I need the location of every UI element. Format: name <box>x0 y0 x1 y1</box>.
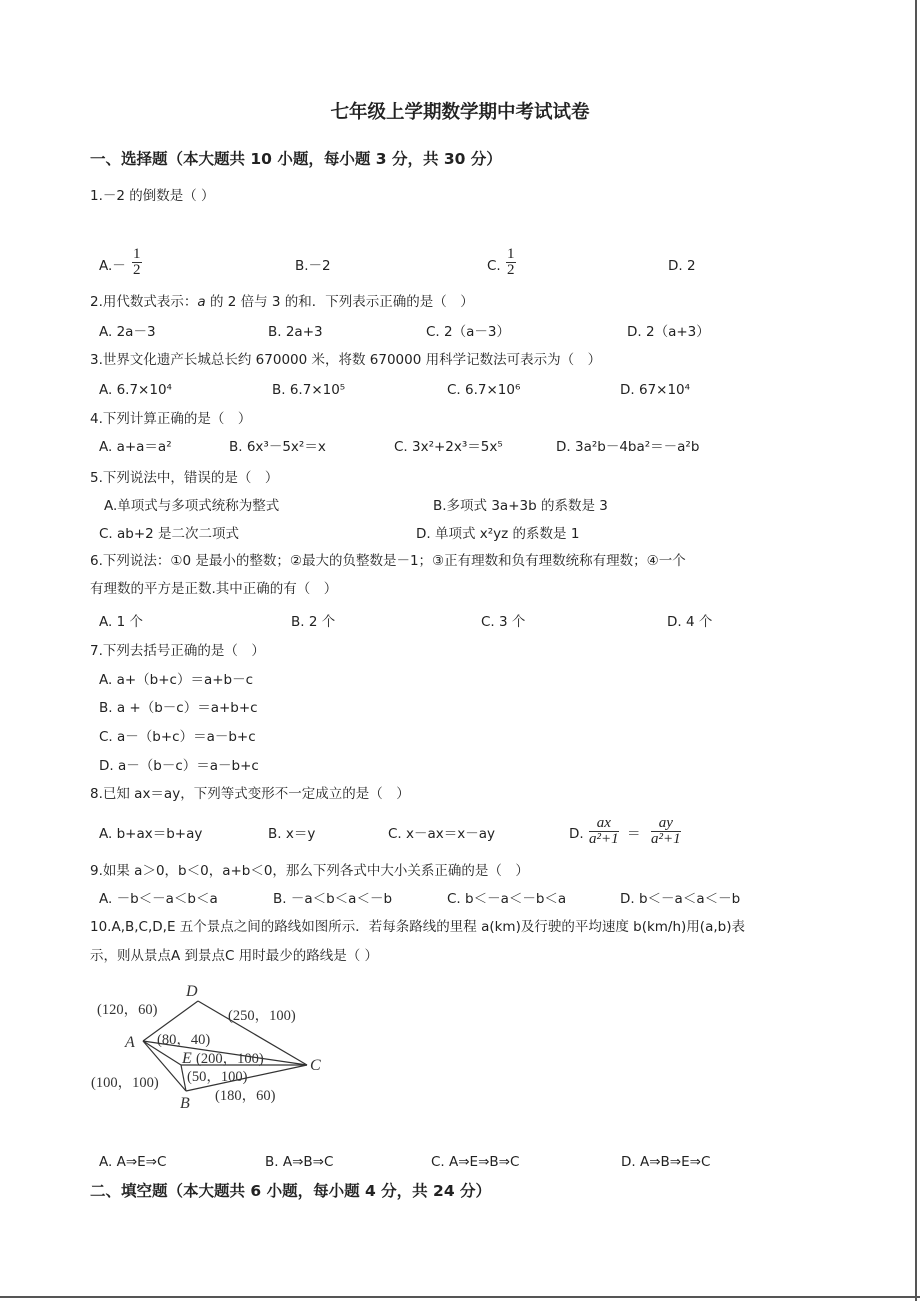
q10-option-a: A. A⇒E⇒C <box>99 1154 167 1170</box>
question-9-stem: 9.如果 a＞0，b＜0，a+b＜0，那么下列各式中大小关系正确的是（ ） <box>90 863 529 879</box>
question-10-stem-line1: 10.A,B,C,D,E 五个景点之间的路线如图所示．若每条路线的里程 a(km)及行驶的平均速度 b(km/h)用(a,b)表 <box>90 919 745 935</box>
q8-option-b: B. x＝y <box>268 826 316 842</box>
q4-option-b: B. 6x³－5x²＝x <box>229 439 326 455</box>
edge-label-ab: (100，100) <box>91 1075 159 1091</box>
node-label-d: D <box>186 983 198 1000</box>
q6-option-a: A. 1 个 <box>99 614 143 630</box>
q10-option-b: B. A⇒B⇒C <box>265 1154 334 1170</box>
route-diagram <box>85 978 345 1113</box>
q1-option-c-fraction: $\frac{1}{2}$ <box>507 246 515 278</box>
q6-option-d: D. 4 个 <box>667 614 713 630</box>
node-label-b: B <box>180 1095 190 1112</box>
question-1-stem: 1.－2 的倒数是（ ） <box>90 188 215 204</box>
edge-label-ae: (80，40) <box>157 1032 211 1048</box>
q2-option-d: D. 2（a+3） <box>627 324 710 340</box>
q1-option-a-fraction: $\frac{1}{2}$ <box>133 246 141 278</box>
q6-option-b: B. 2 个 <box>291 614 336 630</box>
q3-option-a: A. 6.7×10⁴ <box>99 382 172 398</box>
q7-option-a: A. a+（b+c）＝a+b－c <box>99 672 254 688</box>
question-8-stem: 8.已知 ax＝ay，下列等式变形不一定成立的是（ ） <box>90 786 410 802</box>
section-heading-fill-in: 二、填空题（本大题共 6 小题，每小题 4 分，共 24 分） <box>90 1182 492 1200</box>
edge-label-eb: (50，100) <box>187 1069 248 1085</box>
q1-option-b: B.－2 <box>295 258 331 274</box>
q2-option-c: C. 2（a－3） <box>426 324 510 340</box>
q9-option-c: C. b＜－a＜－b＜a <box>447 891 567 907</box>
q8-option-a: A. b+ax＝b+ay <box>99 826 203 842</box>
q3-option-d: D. 67×10⁴ <box>620 382 691 398</box>
q5-option-a: A.单项式与多项式统称为整式 <box>104 498 280 514</box>
q6-option-c: C. 3 个 <box>481 614 526 630</box>
q7-option-b: B. a +（b－c）＝a+b+c <box>99 700 258 716</box>
q3-option-c: C. 6.7×10⁶ <box>447 382 521 398</box>
q1-option-c: C. <box>487 258 501 274</box>
question-10-stem-line2: 示，则从景点A 到景点C 用时最少的路线是（ ） <box>90 948 379 964</box>
q5-option-b: B.多项式 3a+3b 的系数是 3 <box>433 498 608 514</box>
edge-label-ad: (120，60) <box>97 1002 158 1018</box>
q3-option-b: B. 6.7×10⁵ <box>272 382 346 398</box>
question-6-stem-line2: 有理数的平方是正数.其中正确的有（ ） <box>90 581 338 597</box>
node-label-e: E <box>182 1050 192 1067</box>
question-5-stem: 5.下列说法中，错误的是（ ） <box>90 470 279 486</box>
q1-option-a: A.－ <box>99 258 126 274</box>
question-4-stem: 4.下列计算正确的是（ ） <box>90 411 252 427</box>
q9-option-a: A. －b＜－a＜b＜a <box>99 891 218 907</box>
q8-option-c: C. x－ax＝x－ay <box>388 826 496 842</box>
node-label-a: A <box>125 1034 135 1051</box>
q5-option-c: C. ab+2 是二次二项式 <box>99 526 240 542</box>
q9-option-d: D. b＜－a＜a＜－b <box>620 891 741 907</box>
q4-option-c: C. 3x²+2x³＝5x⁵ <box>394 439 503 455</box>
node-label-c: C <box>310 1057 321 1074</box>
q8-option-d-equals: ＝ <box>627 826 641 842</box>
q7-option-d: D. a－（b－c）＝a－b+c <box>99 758 259 774</box>
edge-e-b <box>181 1065 186 1091</box>
page-border-right <box>915 0 917 1301</box>
q2-option-b: B. 2a+3 <box>268 324 323 340</box>
edge-label-dc: (250，100) <box>228 1008 296 1024</box>
q8-option-d-right-fraction: $\frac{ay}{\text{a²+1}}$ <box>651 815 681 847</box>
q5-option-d: D. 单项式 x²yz 的系数是 1 <box>416 526 580 542</box>
question-3-stem: 3.世界文化遗产长城总长约 670000 米，将数 670000 用科学记数法可表示为（ ） <box>90 352 602 368</box>
q1-option-d: D. 2 <box>668 258 696 274</box>
page-border-bottom <box>0 1296 920 1298</box>
question-6-stem-line1: 6.下列说法：①0 是最小的整数；②最大的负整数是－1；③正有理数和负有理数统称有理数；④一个 <box>90 553 686 569</box>
q9-option-b: B. －a＜b＜a＜－b <box>273 891 393 907</box>
q10-option-c: C. A⇒E⇒B⇒C <box>431 1154 520 1170</box>
question-2-stem: 2.用代数式表示：a 的 2 倍与 3 的和．下列表示正确的是（ ） <box>90 294 474 310</box>
edge-label-bc: (180，60) <box>215 1088 276 1104</box>
question-7-stem: 7.下列去括号正确的是（ ） <box>90 643 265 659</box>
q4-option-d: D. 3a²b－4ba²＝－a²b <box>556 439 700 455</box>
section-heading-choice: 一、选择题（本大题共 10 小题，每小题 3 分，共 30 分） <box>90 150 502 168</box>
edge-label-ec: (200，100) <box>196 1051 264 1067</box>
q8-option-d: D. <box>569 826 584 842</box>
q7-option-c: C. a－（b+c）＝a－b+c <box>99 729 256 745</box>
q4-option-a: A. a+a＝a² <box>99 439 172 455</box>
q2-option-a: A. 2a－3 <box>99 324 156 340</box>
page-title: 七年级上学期数学期中考试试卷 <box>330 102 590 123</box>
q8-option-d-left-fraction: $\frac{ax}{\text{a²+1}}$ <box>589 815 619 847</box>
q10-option-d: D. A⇒B⇒E⇒C <box>621 1154 711 1170</box>
